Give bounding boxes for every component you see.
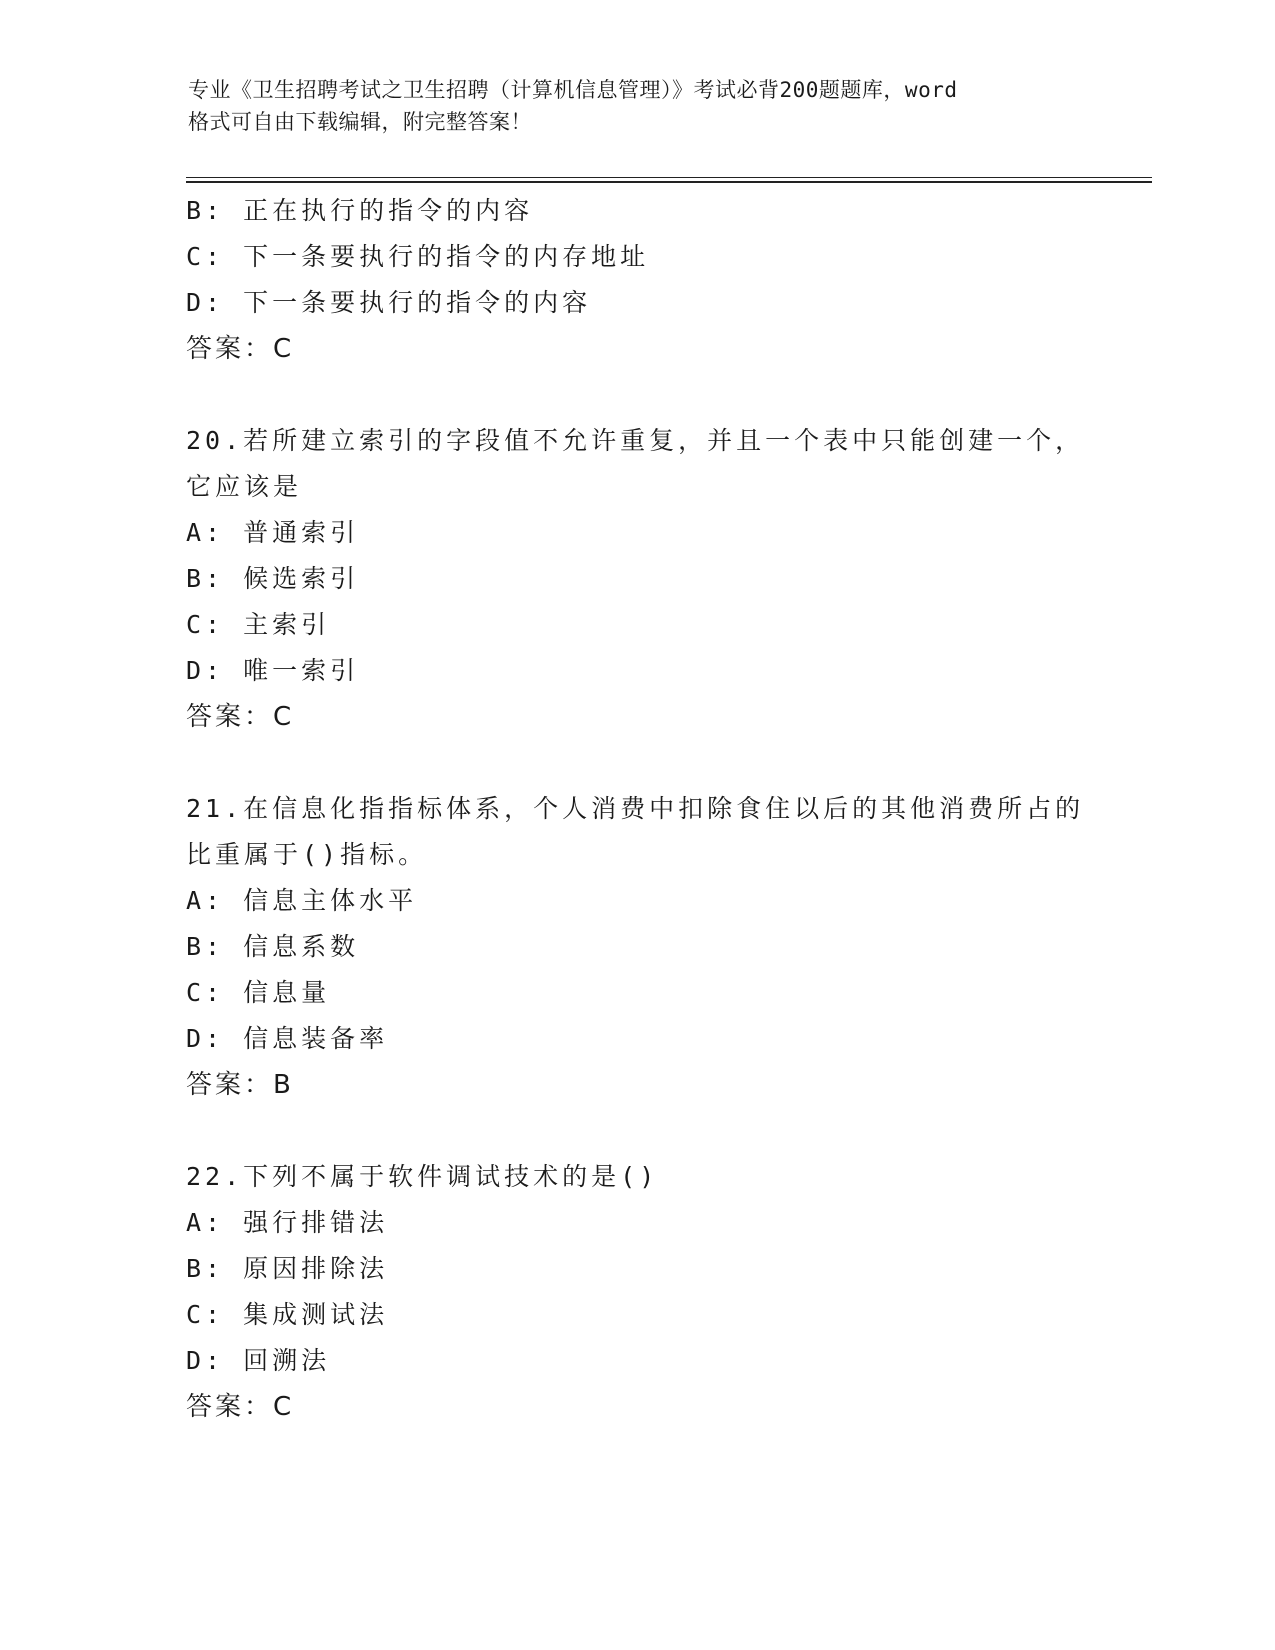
- answer: 答案：C: [186, 334, 295, 364]
- answer: 答案：B: [186, 1070, 294, 1100]
- option-b: B: 信息系数: [186, 932, 360, 961]
- option-a: A: 普通索引: [186, 518, 360, 547]
- option-c: C: 主索引: [186, 610, 331, 639]
- answer: 答案：C: [186, 1392, 295, 1422]
- option-c: C: 下一条要执行的指令的内存地址: [186, 242, 650, 271]
- question-list: [186, 188, 1086, 1430]
- option-d: D: 下一条要执行的指令的内容: [186, 288, 592, 317]
- option-d: D: 信息装备率: [186, 1024, 389, 1053]
- spacer: [186, 372, 1086, 418]
- option-c: C: 集成测试法: [186, 1300, 389, 1329]
- header-divider-thin: [186, 177, 1152, 178]
- option-d: D: 唯一索引: [186, 656, 360, 685]
- option-b: B: 原因排除法: [186, 1254, 389, 1283]
- spacer: [186, 740, 1086, 786]
- question-stem-line: 它应该是: [186, 472, 303, 501]
- document-header: [188, 74, 1088, 138]
- answer: 答案：C: [186, 702, 295, 732]
- option-a: A: 强行排错法: [186, 1208, 389, 1237]
- question-stem-line: 比重属于()指标。: [186, 840, 428, 869]
- header-divider-thick: [186, 181, 1152, 183]
- option-d: D: 回溯法: [186, 1346, 331, 1375]
- question-20: [186, 418, 1086, 740]
- question-stem-line: 21.在信息化指指标体系，个人消费中扣除食住以后的其他消费所占的: [186, 794, 1085, 823]
- question-fragment: [186, 188, 1086, 372]
- header-line-1: 专业《卫生招聘考试之卫生招聘（计算机信息管理）》考试必背200题题库，word: [188, 78, 958, 102]
- question-22: [186, 1154, 1086, 1430]
- option-b: B: 正在执行的指令的内容: [186, 196, 534, 225]
- header-line-2: 格式可自由下载编辑，附完整答案！: [188, 110, 532, 134]
- option-b: B: 候选索引: [186, 564, 360, 593]
- question-stem-line: 22.下列不属于软件调试技术的是(): [186, 1162, 659, 1191]
- question-21: [186, 786, 1086, 1108]
- spacer: [186, 1108, 1086, 1154]
- option-a: A: 信息主体水平: [186, 886, 418, 915]
- option-c: C: 信息量: [186, 978, 331, 1007]
- question-stem-line: 20.若所建立索引的字段值不允许重复，并且一个表中只能创建一个，: [186, 426, 1085, 455]
